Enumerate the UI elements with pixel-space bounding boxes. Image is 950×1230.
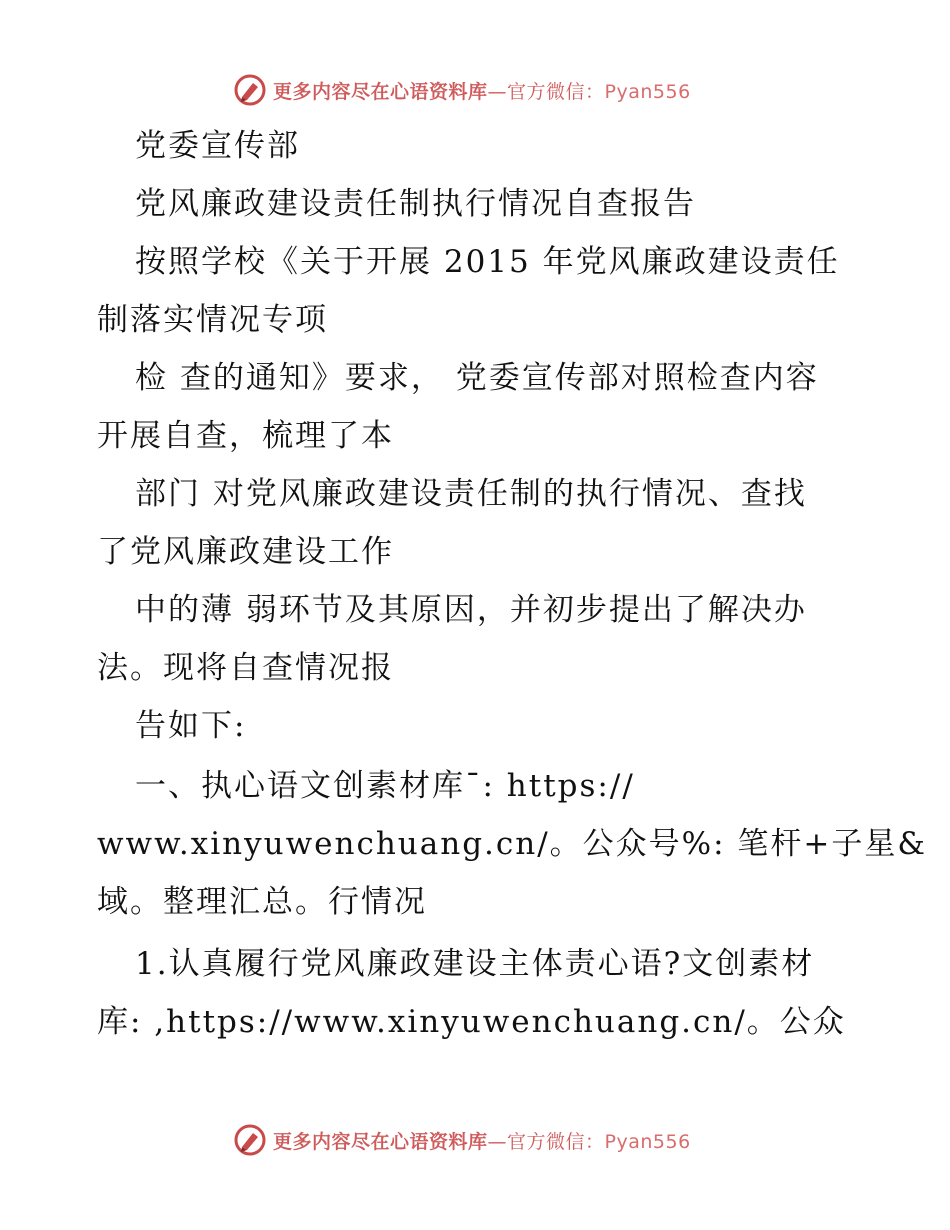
- doc-line: 检 查的通知》要求， 党委宣传部对照检查内容: [135, 360, 819, 396]
- doc-line-item-1: 1.认真履行党风廉政建设主体责心语?文创素材: [135, 946, 815, 982]
- doc-line: 库: ,https://www.xinyuwenchuang.cn/。公众: [97, 1004, 846, 1040]
- footer-wechat-label: 官方微信：: [507, 1130, 605, 1153]
- header-separator: —: [487, 80, 508, 103]
- header-wechat-label: 官方微信：: [507, 80, 605, 103]
- header-watermark-text: [273, 77, 691, 104]
- doc-line: 域。整理汇总。行情况: [97, 884, 427, 920]
- header-watermark-banner: [233, 70, 753, 110]
- footer-watermark-banner: [233, 1120, 753, 1160]
- doc-line-department: 党委宣传部: [135, 128, 300, 164]
- doc-line: 法。现将自查情况报: [97, 650, 394, 686]
- doc-line-report-title: 党风廉政建设责任制执行情况自查报告: [135, 186, 696, 222]
- doc-line: www.xinyuwenchuang.cn/。公众号%: 笔杆+子星&: [97, 826, 927, 862]
- doc-line: 告如下:: [135, 708, 247, 744]
- header-wechat-id: Pyan556: [604, 80, 691, 103]
- pen-logo-icon: [233, 73, 267, 107]
- doc-line: 部门 对党风廉政建设责任制的执行情况、查找: [135, 476, 807, 512]
- doc-line: 中的薄 弱环节及其原因，并初步提出了解决办: [135, 592, 807, 628]
- header-brand-text: 更多内容尽在心语资料库: [273, 80, 488, 103]
- doc-line: 开展自查，梳理了本: [97, 418, 394, 454]
- footer-watermark-text: [273, 1127, 691, 1154]
- footer-brand-text: 更多内容尽在心语资料库: [273, 1130, 488, 1153]
- pen-logo-icon: [233, 1123, 267, 1157]
- doc-line: 了党风廉政建设工作: [97, 534, 394, 570]
- doc-line: 按照学校《关于开展 2015 年党风廉政建设责任: [135, 244, 840, 280]
- footer-wechat-id: Pyan556: [604, 1130, 691, 1153]
- doc-line: 制落实情况专项: [97, 302, 328, 338]
- footer-separator: —: [487, 1130, 508, 1153]
- doc-line-section-heading: 一、执心语文创素材库¯: https://: [135, 768, 635, 804]
